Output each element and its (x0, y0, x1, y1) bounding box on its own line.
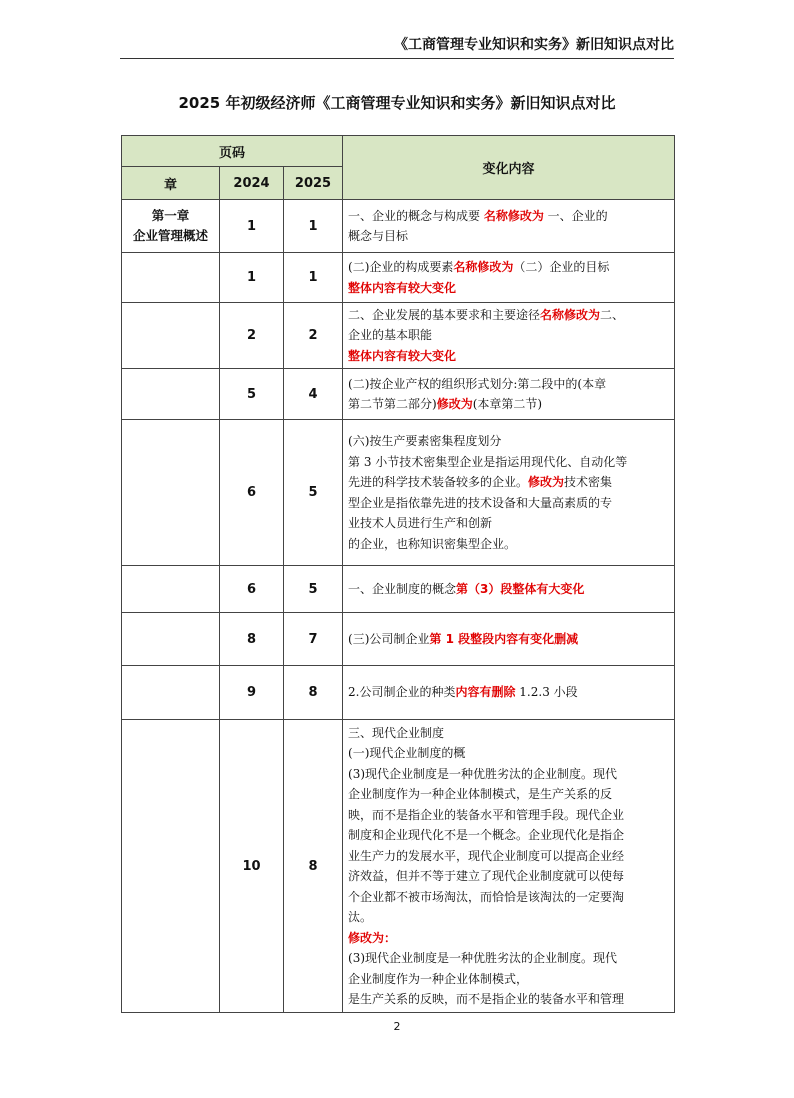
table-row (122, 720, 675, 1013)
change-description-cell (343, 566, 675, 613)
change-text: 第 3 小节技术密集型企业是指运用现代化、自动化等 (348, 454, 628, 469)
change-highlight: 第（3）段整体有大变化 (456, 581, 585, 596)
change-text: (二)按企业产权的组织形式划分:第二段中的(本章 (348, 376, 607, 391)
change-line (348, 346, 669, 367)
chapter-label: 第一章 (151, 208, 190, 223)
header-changes: 变化内容 (343, 136, 675, 200)
chapter-cell (122, 566, 220, 613)
change-line (348, 374, 669, 395)
change-line (348, 394, 669, 415)
header-pages: 页码 (122, 136, 343, 167)
change-line (348, 305, 669, 326)
table-header-row (122, 136, 675, 167)
change-text: (本章第二节) (472, 397, 543, 411)
change-line (348, 969, 669, 990)
change-text: 二、企业发展的基本要求和主要途径 (348, 307, 541, 322)
change-text: (六)按生产要素密集程度划分 (348, 434, 502, 448)
table-row (122, 566, 675, 613)
change-highlight: 整体内容有较大变化 (348, 348, 457, 363)
chapter-cell (122, 613, 220, 666)
change-description-cell (343, 420, 675, 566)
change-text: 技术密集 (564, 475, 613, 489)
change-line (348, 534, 669, 555)
document-title: 2025 年初级经济师《工商管理专业知识和实务》新旧知识点对比 (178, 94, 616, 112)
change-text: 的企业，也称知识密集型企业。 (348, 536, 517, 551)
page-2024-cell: 6 (220, 566, 284, 613)
page-2024-cell: 1 (220, 253, 284, 303)
page-2025-cell: 1 (284, 200, 343, 253)
header-2024: 2024 (220, 167, 284, 200)
change-text: 2.公司制企业的种类 (348, 685, 456, 700)
change-text: 制度和企业现代化不是一个概念。企业现代化是指企 (348, 828, 625, 842)
page-2024-cell: 1 (220, 200, 284, 253)
change-text: 映，而不是指企业的装备水平和管理手段。现代企业 (348, 807, 625, 822)
change-line (348, 887, 669, 908)
change-line (348, 472, 669, 493)
change-line (348, 325, 669, 346)
change-text: 济效益，但并不等于建立了现代企业制度就可以使每 (348, 869, 625, 883)
page-2025-cell: 5 (284, 420, 343, 566)
change-line (348, 431, 669, 452)
table-row (122, 369, 675, 420)
change-line (348, 743, 669, 764)
change-highlight: 内容有删除 (455, 685, 516, 700)
page-2024-cell: 10 (220, 720, 284, 1013)
change-text: 企业的基本职能 (348, 328, 433, 343)
change-highlight: 名称修改为 (540, 307, 601, 322)
change-line (348, 948, 669, 969)
change-text: 企业制度作为一种企业体制模式， (348, 971, 529, 986)
chapter-cell (122, 200, 220, 253)
change-text: 概念与目标 (348, 229, 409, 243)
change-text: (3)现代企业制度是一种优胜劣汰的企业制度。现代 (348, 766, 618, 781)
change-text: 一、企业的 (543, 208, 608, 223)
page-2025-cell: 2 (284, 303, 343, 369)
change-line (348, 825, 669, 846)
change-text: 业生产力的发展水平，现代企业制度可以提高企业经 (348, 848, 625, 863)
table-row (122, 613, 675, 666)
change-line (348, 579, 669, 600)
change-text: (一)现代企业制度的概 (348, 746, 466, 760)
change-description-cell (343, 200, 675, 253)
change-line (348, 907, 669, 928)
running-header: 《工商管理专业知识和实务》新旧知识点对比 (120, 34, 674, 59)
change-text: 企业制度作为一种企业体制模式，是生产关系的反 (348, 787, 613, 801)
change-description-cell (343, 303, 675, 369)
change-description-cell (343, 720, 675, 1013)
change-description-cell (343, 666, 675, 720)
change-line (348, 513, 669, 534)
change-highlight: 修改为 (436, 397, 473, 411)
change-text: (三)公司制企业 (348, 631, 430, 646)
page-2024-cell: 5 (220, 369, 284, 420)
change-text: 二、 (600, 307, 625, 322)
change-line (348, 682, 669, 703)
change-highlight: 第 1 段整段内容有变化删减 (429, 631, 579, 646)
change-text: (3)现代企业制度是一种优胜劣汰的企业制度。现代 (348, 951, 618, 965)
header-chapter: 章 (122, 167, 220, 200)
change-highlight: 名称修改为 (483, 208, 544, 223)
change-text: 个企业都不被市场淘汰，而恰恰是该淘汰的一定要淘 (348, 889, 625, 904)
change-text: 先进的科学技术装备较多的企业。 (348, 475, 529, 489)
change-line (348, 278, 669, 299)
table-row (122, 200, 675, 253)
change-highlight: 修改为 (528, 475, 565, 489)
chapter-cell (122, 666, 220, 720)
change-text: 第二节第二部分) (348, 397, 437, 411)
table-row (122, 666, 675, 720)
chapter-cell (122, 369, 220, 420)
chapter-cell (122, 303, 220, 369)
change-text: 三、现代企业制度 (348, 725, 445, 740)
comparison-table (121, 135, 675, 1013)
page-2024-cell: 2 (220, 303, 284, 369)
table-row (122, 303, 675, 369)
chapter-cell (122, 720, 220, 1013)
page-2025-cell: 4 (284, 369, 343, 420)
change-text: 是生产关系的反映，而不是指企业的装备水平和管理 (348, 992, 625, 1006)
change-description-cell (343, 613, 675, 666)
change-text: (二)企业的构成要素 (348, 260, 454, 274)
change-text: 型企业是指依靠先进的技术设备和大量高素质的专 (348, 495, 613, 510)
chapter-cell (122, 420, 220, 566)
page-2024-cell: 9 (220, 666, 284, 720)
change-text: 业技术人员进行生产和创新 (348, 516, 493, 530)
change-highlight: 名称修改为 (453, 260, 514, 274)
chapter-cell (122, 253, 220, 303)
change-highlight: 修改为： (348, 930, 397, 945)
change-line (348, 226, 669, 247)
change-line (348, 866, 669, 887)
change-line (348, 928, 669, 949)
table-row (122, 253, 675, 303)
change-description-cell (343, 253, 675, 303)
header-2025: 2025 (284, 167, 343, 200)
change-line (348, 629, 669, 650)
change-text: 汰。 (348, 910, 373, 924)
change-line (348, 723, 669, 744)
change-line (348, 493, 669, 514)
change-text: （二）企业的目标 (513, 260, 610, 274)
chapter-label: 企业管理概述 (132, 228, 208, 243)
page-2025-cell: 1 (284, 253, 343, 303)
change-line (348, 846, 669, 867)
change-line (348, 805, 669, 826)
change-description-cell (343, 369, 675, 420)
page-2025-cell: 8 (284, 666, 343, 720)
change-line (348, 989, 669, 1010)
change-text: 一、企业的概念与构成要 (348, 208, 484, 223)
change-line (348, 784, 669, 805)
table-row (122, 420, 675, 566)
page-2024-cell: 8 (220, 613, 284, 666)
page-2025-cell: 5 (284, 566, 343, 613)
change-line (348, 452, 669, 473)
page-2025-cell: 7 (284, 613, 343, 666)
page-2024-cell: 6 (220, 420, 284, 566)
change-line (348, 206, 669, 227)
change-text: 一、企业制度的概念 (348, 581, 457, 596)
page-2025-cell: 8 (284, 720, 343, 1013)
change-line (348, 257, 669, 278)
change-highlight: 整体内容有较大变化 (348, 280, 457, 295)
page-number: 2 (393, 1020, 401, 1033)
change-line (348, 764, 669, 785)
change-text: 1.2.3 小段 (515, 685, 578, 700)
